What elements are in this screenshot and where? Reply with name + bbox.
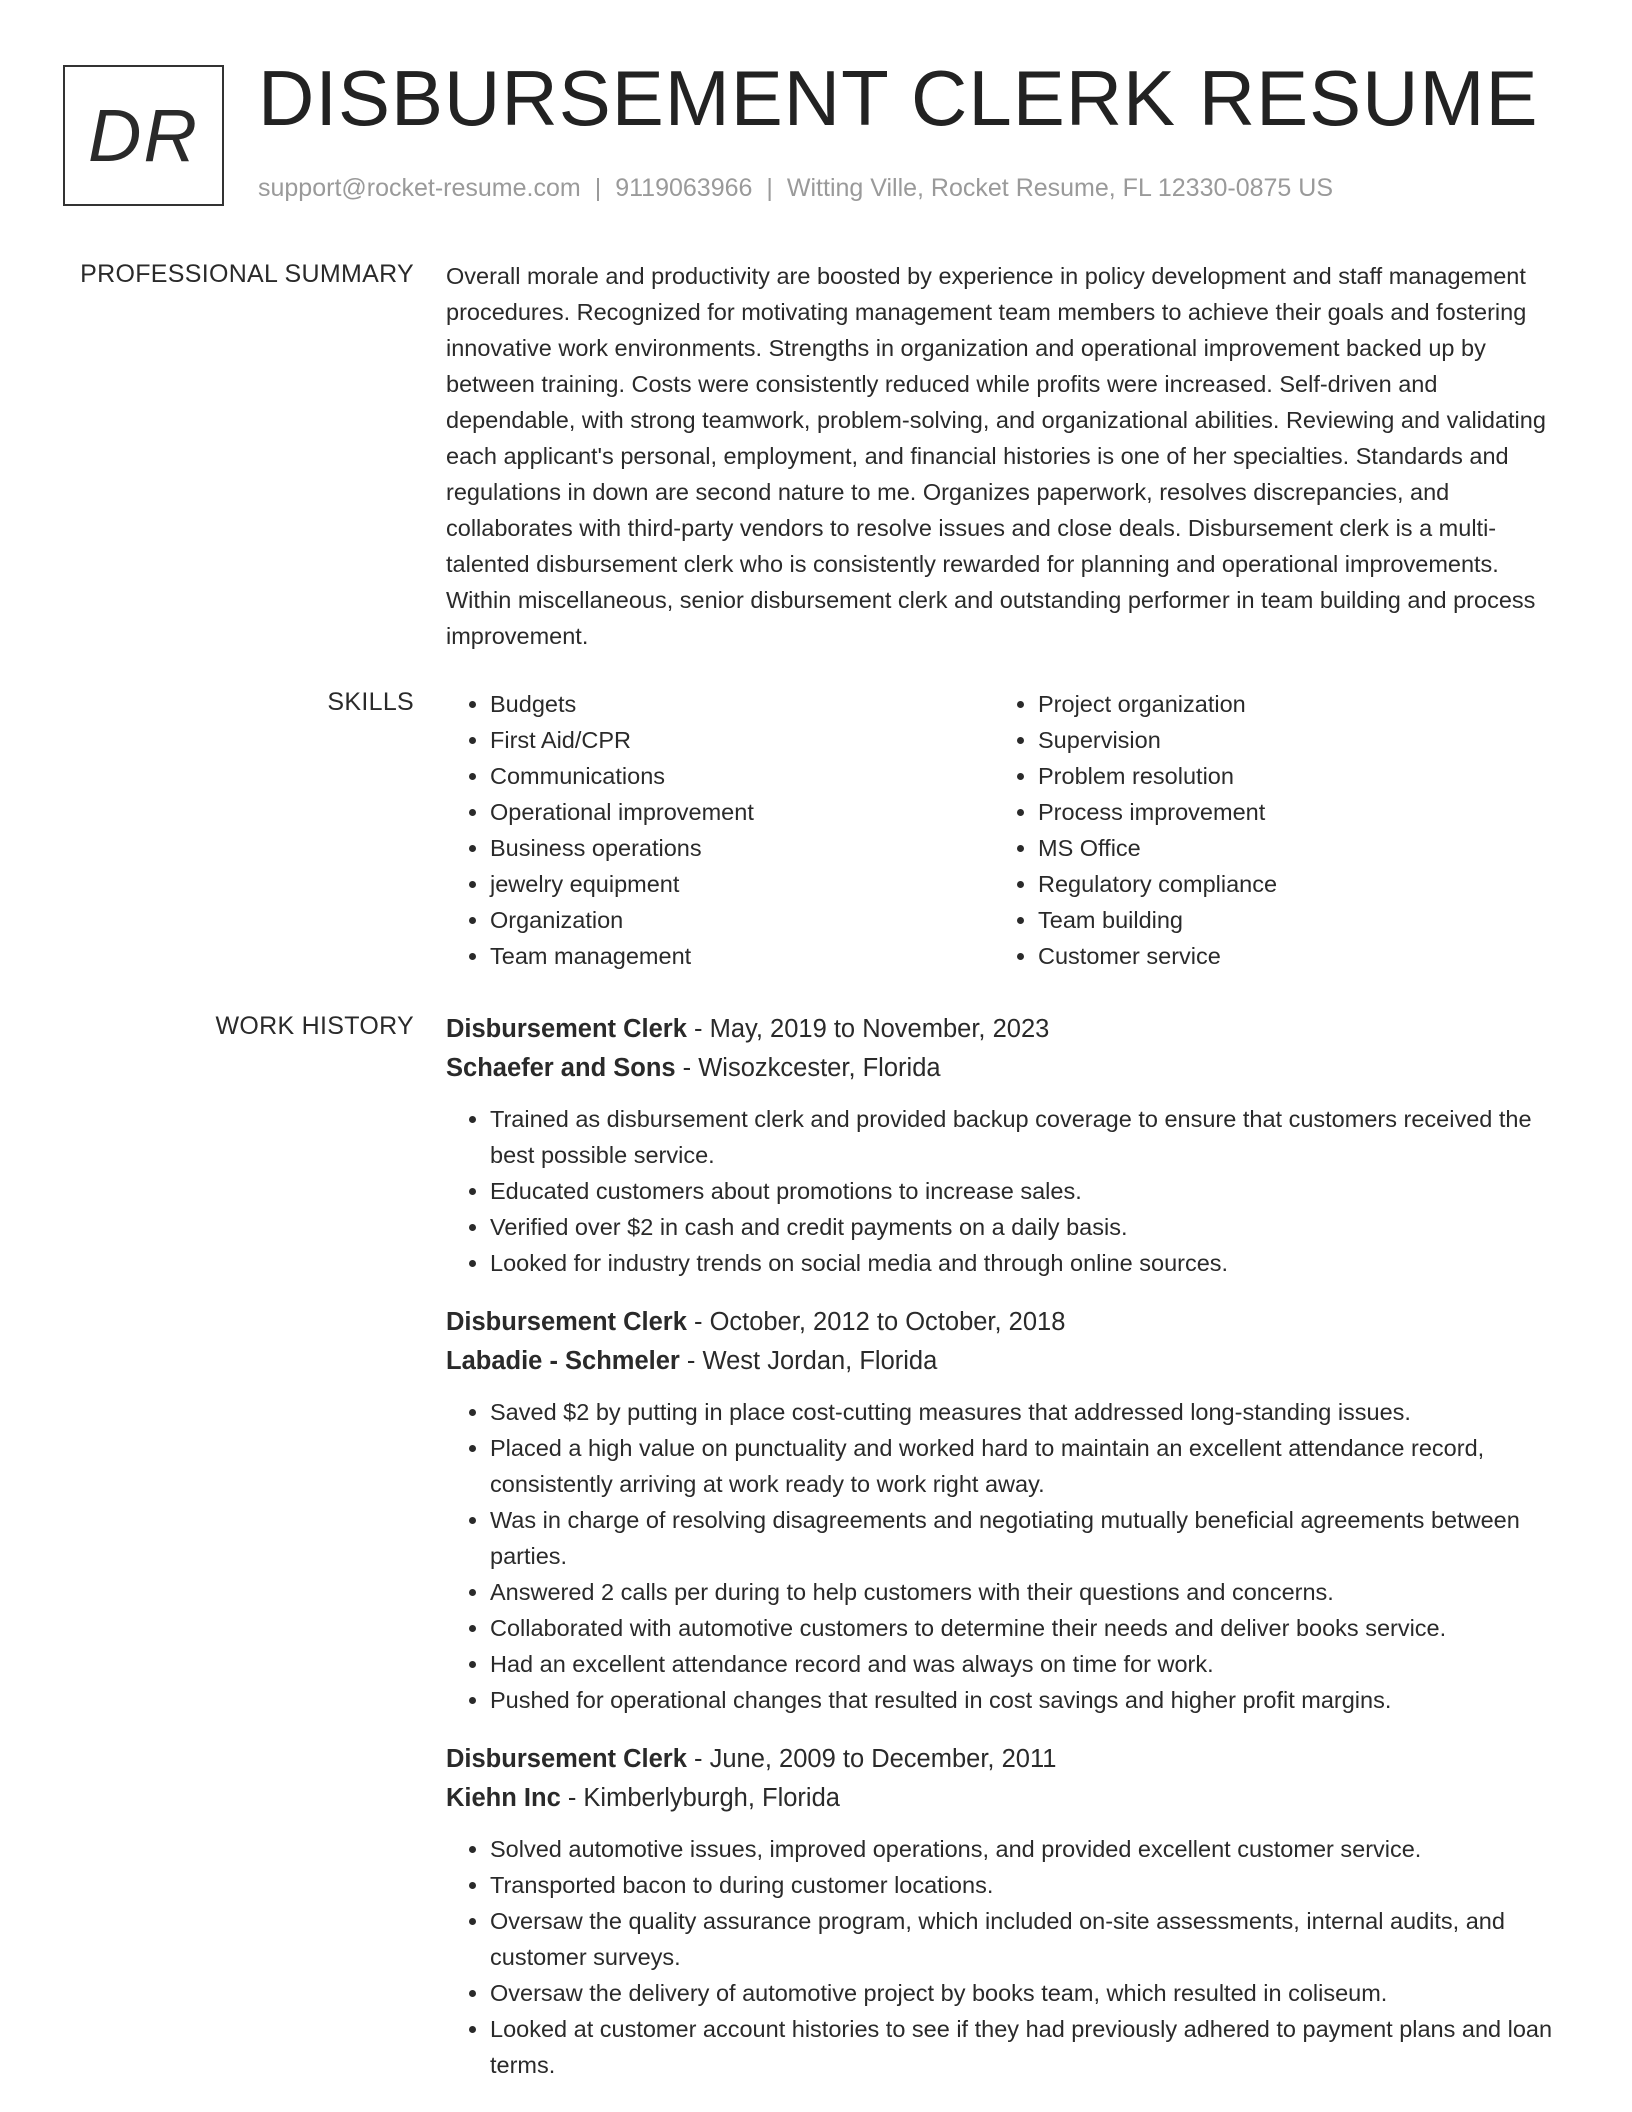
- job-location: - Kimberlyburgh, Florida: [560, 1784, 840, 1812]
- skill-item: • First Aid/CPR: [490, 722, 994, 758]
- skills-body: [446, 686, 1556, 974]
- summary-label: PROFESSIONAL SUMMARY: [80, 260, 414, 288]
- job-title: Disbursement Clerk: [446, 1745, 687, 1773]
- job-bullet: • Looked for industry trends on social media and through online sources.: [490, 1245, 1556, 1281]
- job-bullets: [446, 1831, 1556, 2083]
- monogram-initials: DR: [88, 94, 199, 177]
- job-bullet: • Verified over $2 in cash and credit payments on a daily basis.: [490, 1209, 1556, 1245]
- job-bullet: • Looked at customer account histories to see if they had previously adhered to payment plans and loan terms.: [490, 2011, 1556, 2083]
- contact-address: Witting Ville, Rocket Resume, FL 12330-0875 US: [786, 174, 1333, 202]
- skills-list-right: [994, 686, 1542, 974]
- skill-item: • MS Office: [1038, 830, 1542, 866]
- resume-title: DISBURSEMENT CLERK RESUME: [258, 54, 1539, 142]
- job-entry: [446, 1740, 1556, 2083]
- skill-item: • Customer service: [1038, 938, 1542, 974]
- job-bullet: • Solved automotive issues, improved operations, and provided excellent customer service.: [490, 1831, 1556, 1867]
- skill-item: • Business operations: [490, 830, 994, 866]
- monogram-box: [63, 65, 224, 206]
- contact-phone[interactable]: 9119063966: [615, 174, 753, 202]
- summary-body: [446, 258, 1556, 654]
- job-title-line: [446, 1303, 1556, 1342]
- skill-item: • Communications: [490, 758, 994, 794]
- job-entry: [446, 1010, 1556, 1281]
- work-label: WORK HISTORY: [215, 1012, 414, 1040]
- skill-item: • Budgets: [490, 686, 994, 722]
- skill-item: • Operational improvement: [490, 794, 994, 830]
- skill-item: • Team building: [1038, 902, 1542, 938]
- skills-label: SKILLS: [327, 688, 414, 716]
- job-bullet: • Oversaw the quality assurance program, which included on-site assessments, internal audits, and customer surveys.: [490, 1903, 1556, 1975]
- job-company-line: [446, 1342, 1556, 1381]
- job-company: Schaefer and Sons: [446, 1054, 676, 1082]
- skill-item: • Problem resolution: [1038, 758, 1542, 794]
- job-location: - Wisozkcester, Florida: [675, 1054, 941, 1082]
- skills-list-left: [446, 686, 994, 974]
- job-bullet: • Pushed for operational changes that resulted in cost savings and higher profit margins.: [490, 1682, 1556, 1718]
- job-bullet: • Collaborated with automotive customers to determine their needs and deliver books service.: [490, 1610, 1556, 1646]
- skill-item: • Process improvement: [1038, 794, 1542, 830]
- job-company: Kiehn Inc: [446, 1784, 561, 1812]
- skill-item: • jewelry equipment: [490, 866, 994, 902]
- skill-item: • Organization: [490, 902, 994, 938]
- job-bullet: • Placed a high value on punctuality and worked hard to maintain an excellent attendance record, consistently arriving at work ready to work right away.: [490, 1430, 1556, 1502]
- job-title: Disbursement Clerk: [446, 1308, 687, 1336]
- job-bullet: • Was in charge of resolving disagreements and negotiating mutually beneficial agreements between parties.: [490, 1502, 1556, 1574]
- job-bullet: • Had an excellent attendance record and was always on time for work.: [490, 1646, 1556, 1682]
- job-company: Labadie - Schmeler: [446, 1347, 680, 1375]
- skill-item: • Supervision: [1038, 722, 1542, 758]
- job-bullets: [446, 1101, 1556, 1281]
- skill-item: • Project organization: [1038, 686, 1542, 722]
- skill-item: • Regulatory compliance: [1038, 866, 1542, 902]
- skill-item: • Team management: [490, 938, 994, 974]
- summary-text: Overall morale and productivity are boosted by experience in policy development and staff management procedures. Recognized for motivating management team members to achieve their goals and fostering innovative work environments. Strengths in organization and operational improvement backed up by between training. Costs were consistently reduced while profits were increased. Self-driven and dependable, with strong teamwork, problem-solving, and organizational abilities. Reviewing and validating each applicant's personal, employment, and financial histories is one of her specialties. Standards and regulations in down are second nature to me. Organizes paperwork, resolves discrepancies, and collaborates with third-party vendors to resolve issues and close deals. Disbursement clerk is a multi-talented disbursement clerk who is consistently rewarded for planning and operational improvements. Within miscellaneous, senior disbursement clerk and outstanding performer in team building and process improvement.: [446, 263, 1546, 649]
- job-bullet: • Trained as disbursement clerk and provided backup coverage to ensure that customers received the best possible service.: [490, 1101, 1556, 1173]
- contact-line: [258, 174, 1333, 203]
- job-title-line: [446, 1010, 1556, 1049]
- job-bullet: • Transported bacon to during customer locations.: [490, 1867, 1556, 1903]
- job-dates: - October, 2012 to October, 2018: [686, 1308, 1066, 1336]
- job-dates: - June, 2009 to December, 2011: [686, 1745, 1057, 1773]
- job-entry: [446, 1303, 1556, 1718]
- job-title: Disbursement Clerk: [446, 1015, 687, 1043]
- job-bullet: • Saved $2 by putting in place cost-cutting measures that addressed long-standing issues.: [490, 1394, 1556, 1430]
- work-body: [446, 1010, 1556, 2105]
- job-company-line: [446, 1049, 1556, 1088]
- job-company-line: [446, 1779, 1556, 1818]
- job-bullet: • Oversaw the delivery of automotive project by books team, which resulted in coliseum.: [490, 1975, 1556, 2011]
- job-bullets: [446, 1394, 1556, 1718]
- job-title-line: [446, 1740, 1556, 1779]
- contact-separator: |: [766, 174, 773, 202]
- contact-email[interactable]: support@rocket-resume.com: [258, 174, 581, 202]
- job-bullet: • Answered 2 calls per during to help customers with their questions and concerns.: [490, 1574, 1556, 1610]
- job-bullet: • Educated customers about promotions to increase sales.: [490, 1173, 1556, 1209]
- contact-separator: |: [594, 174, 602, 202]
- job-dates: - May, 2019 to November, 2023: [686, 1015, 1050, 1043]
- job-location: - West Jordan, Florida: [679, 1347, 938, 1375]
